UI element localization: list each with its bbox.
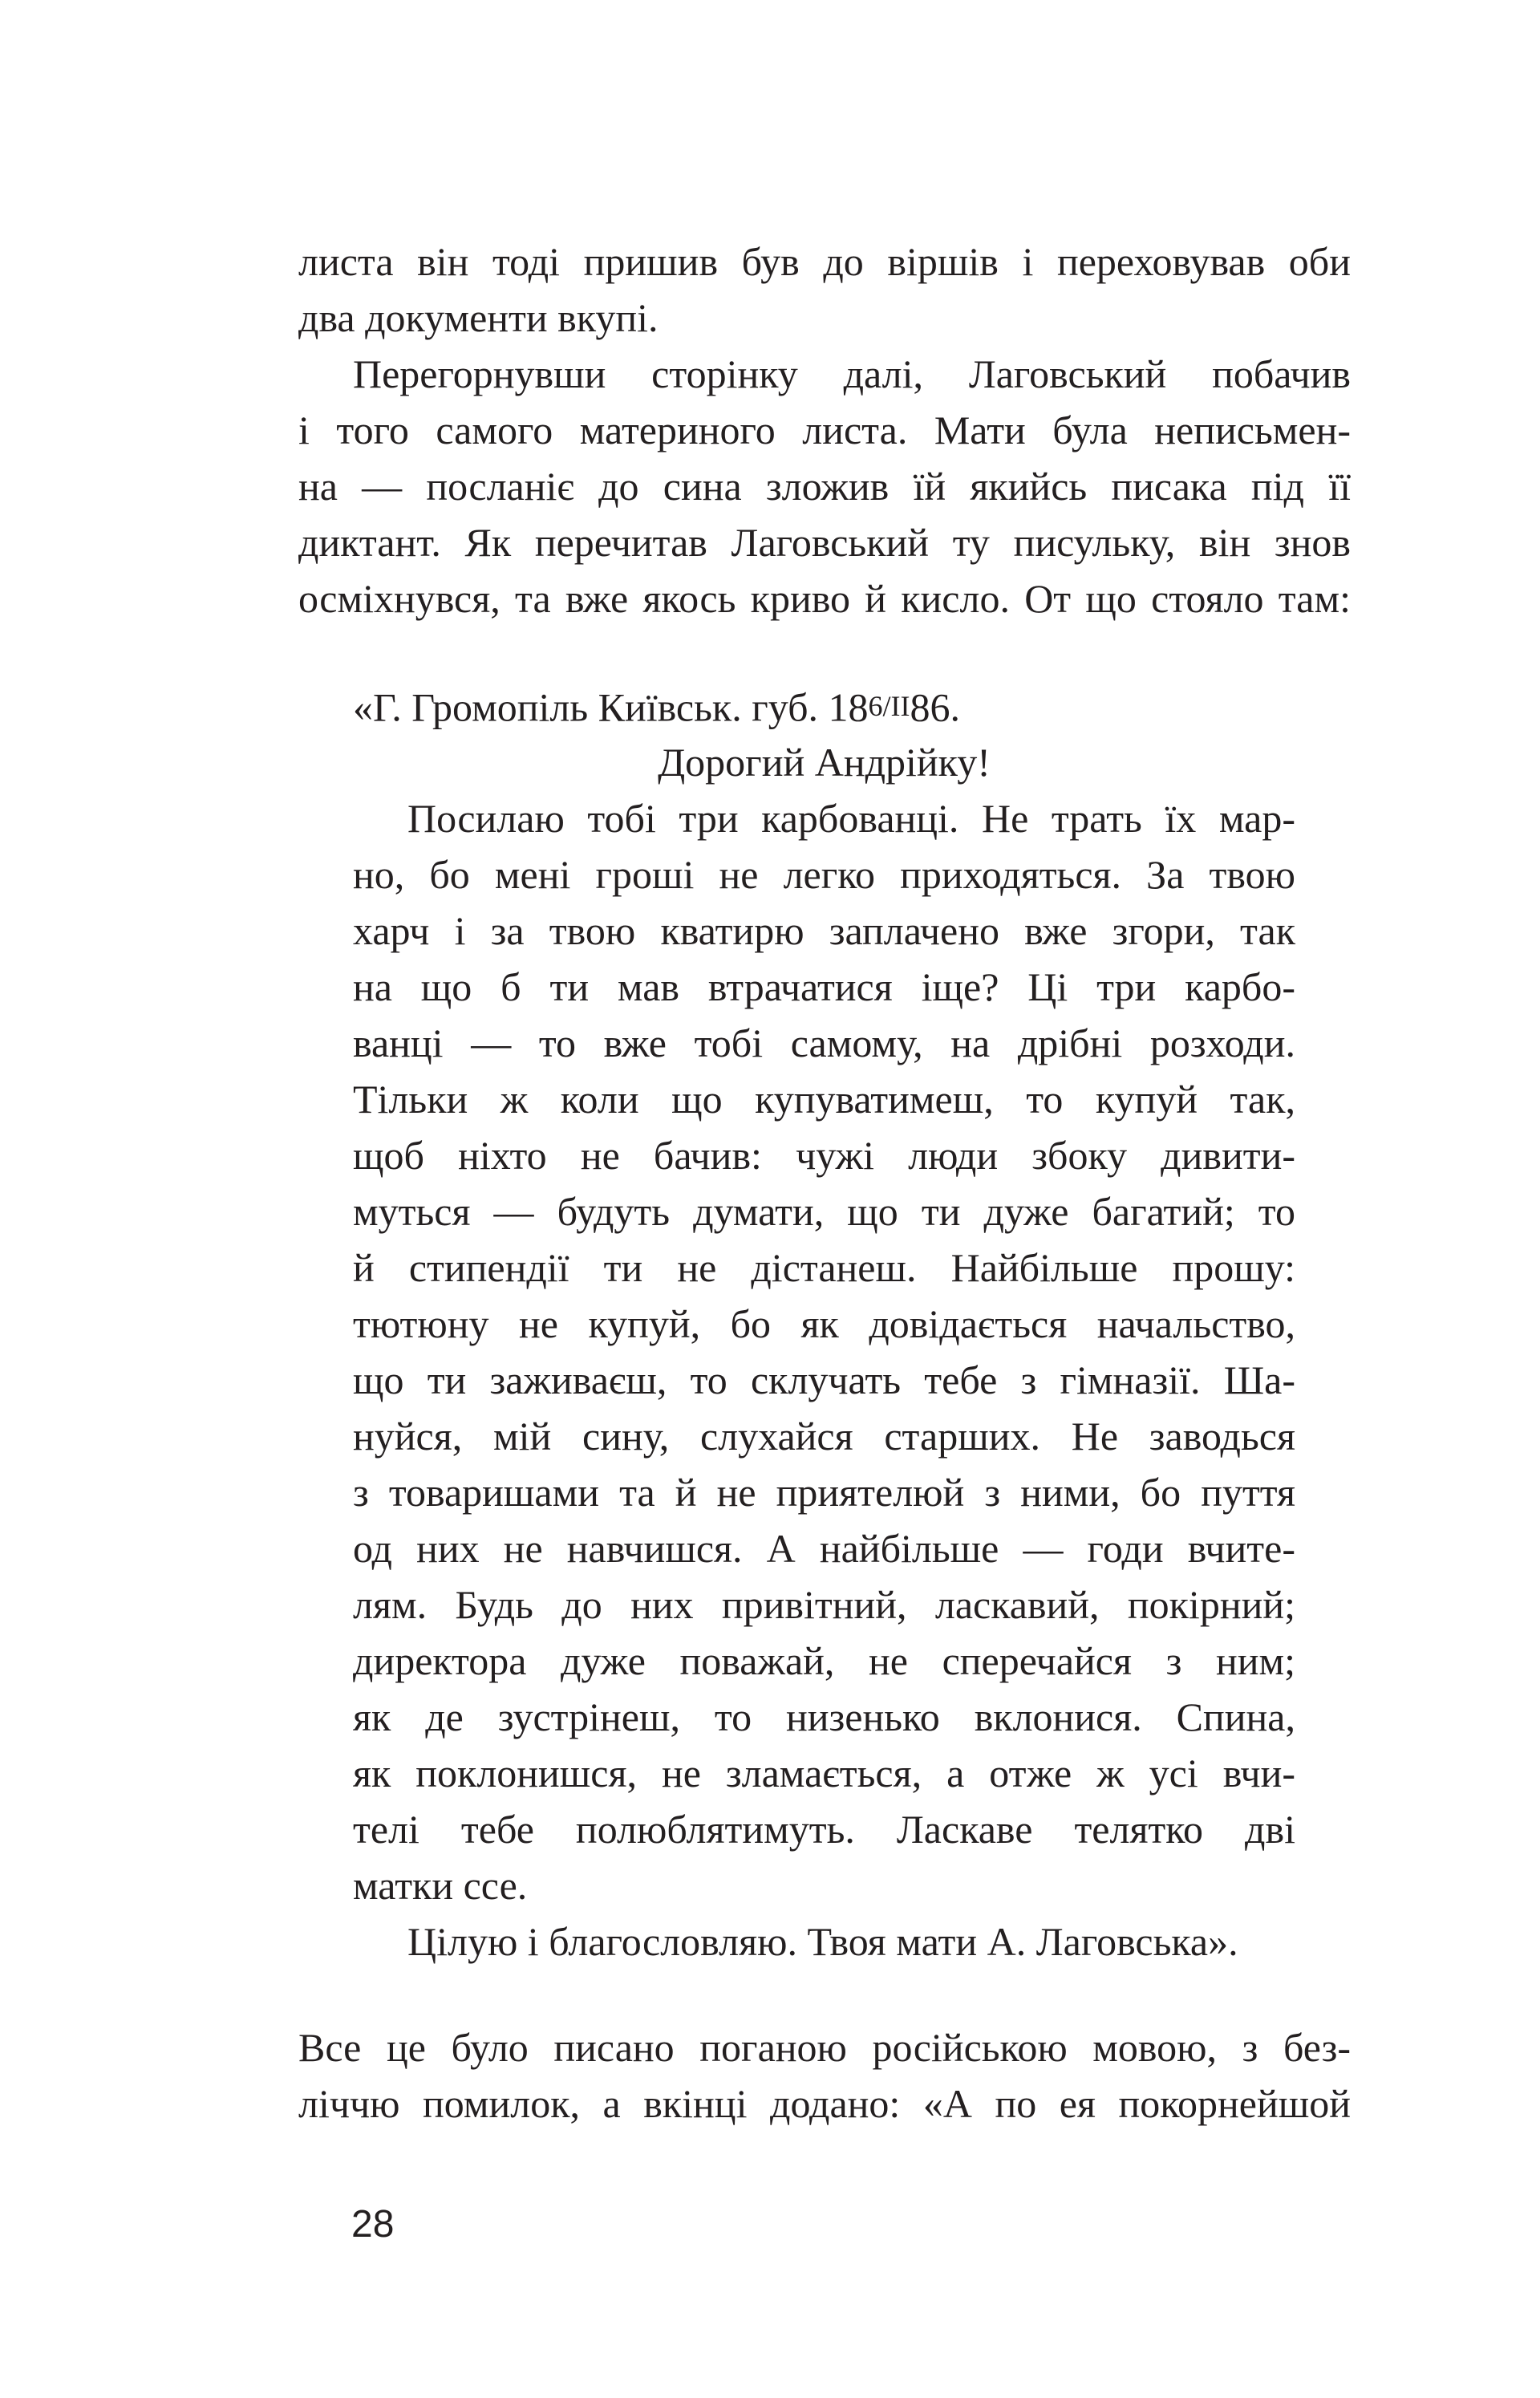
letter-line: й стипендії ти не дістанеш. Найбільше прошу:	[353, 1245, 1295, 1290]
letter-line: Тільки ж коли що купуватимеш, то купуй так,	[353, 1077, 1295, 1122]
text-line: Все це було писано поганою російською мовою, з без-	[298, 2025, 1351, 2070]
text-line: на — посланіє до сина зложив їй якийсь писака під її	[298, 464, 1351, 509]
letter-salutation: Дорогий Андрійку!	[658, 740, 991, 785]
letter-line: Посилаю тобі три карбованці. Не трать їх мар-	[407, 796, 1295, 841]
text-line: листа він тоді пришив був до віршів і переховував оби	[298, 239, 1351, 284]
text-line: ліччю помилок, а вкінці додано: «А по ея покорнейшой	[298, 2081, 1351, 2126]
letter-line: лям. Будь до них привітний, ласкавий, покірний;	[353, 1582, 1295, 1627]
dateline-fraction: 6/II	[868, 690, 910, 722]
letter-line: на що б ти мав втрачатися іще? Ці три карбо-	[353, 964, 1295, 1009]
text-line: і того самого материного листа. Мати була неписьмен-	[298, 408, 1351, 452]
letter-line: як поклонишся, не зламається, а отже ж усі вчи-	[353, 1751, 1295, 1795]
text-line: два документи вкупі.	[298, 295, 659, 340]
letter-line: тютюну не купуй, бо як довідається начальство,	[353, 1301, 1295, 1346]
text-line: диктант. Як перечитав Лаговський ту писульку, він знов	[298, 520, 1351, 565]
letter-line: харч і за твою кватирю заплачено вже згори, так	[353, 908, 1295, 953]
dateline-prefix: «Г. Громопіль Київськ. губ. 18	[353, 684, 869, 730]
text-line: осміхнувся, та вже якось криво й кисло. От що стояло там:	[298, 576, 1351, 621]
letter-line: од них не навчишся. А найбільше — годи вчите-	[353, 1526, 1295, 1571]
letter-line: матки ссе.	[353, 1863, 528, 1908]
letter-line: щоб ніхто не бачив: чужі люди збоку дивити-	[353, 1133, 1295, 1178]
letter-line: телі тебе полюблятимуть. Ласкаве телятко дві	[353, 1807, 1295, 1852]
letter-line: з товаришами та й не приятелюй з ними, бо пуття	[353, 1470, 1295, 1515]
letter-line: ванці — то вже тобі самому, на дрібні розходи.	[353, 1020, 1295, 1065]
letter-line: що ти заживаєш, то склучать тебе з гімназії. Ша-	[353, 1357, 1295, 1402]
dateline-suffix: 86.	[910, 684, 960, 730]
letter-line: но, бо мені гроші не легко приходяться. За твою	[353, 852, 1295, 897]
letter-line: як де зустрінеш, то низенько вклонися. Спина,	[353, 1694, 1295, 1739]
letter-dateline	[353, 679, 960, 734]
letter-line: муться — будуть думати, що ти дуже багатий; то	[353, 1189, 1295, 1234]
letter-line: нуйся, мій сину, слухайся старших. Не заводься	[353, 1414, 1295, 1459]
letter-line: директора дуже поважай, не сперечайся з ним;	[353, 1638, 1295, 1683]
text-line: Перегорнувши сторінку далі, Лаговський побачив	[353, 351, 1351, 396]
page-number: 28	[351, 2203, 395, 2246]
letter-closing: Цілую і благословляю. Твоя мати А. Лаговська».	[407, 1919, 1238, 1964]
